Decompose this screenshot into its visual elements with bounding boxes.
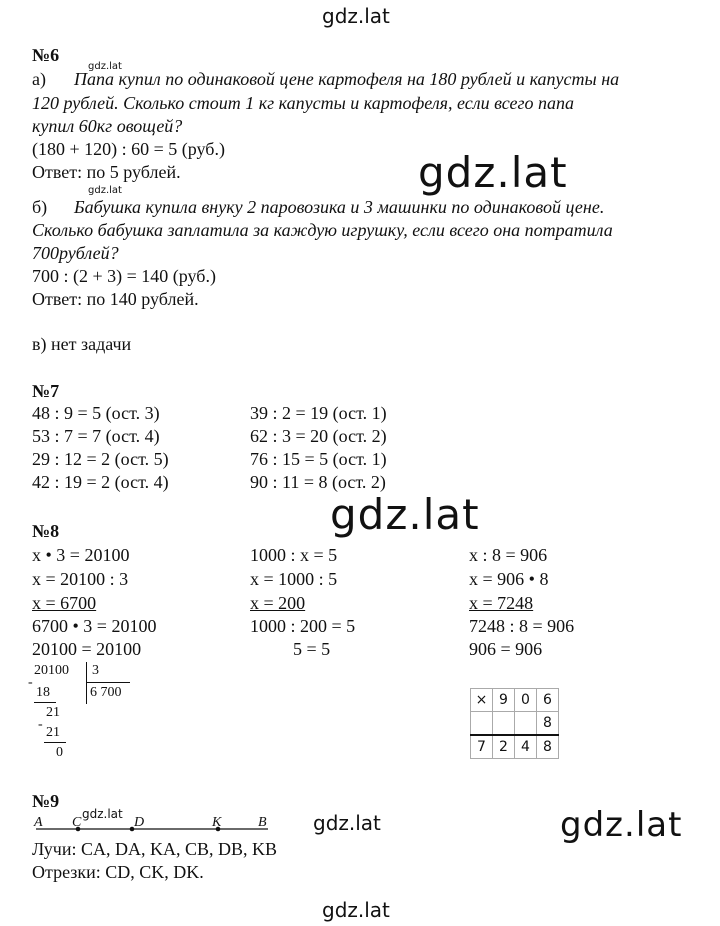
task6-a-line2: 120 рублей. Сколько стоит 1 кг капусты и картофеля, если всего папа <box>32 93 574 113</box>
watermark-mid: gdz.lat <box>313 811 381 835</box>
task8-col2-2: x = 1000 : 5 <box>250 569 338 589</box>
task9-segments: Отрезки: CD, CK, DK. <box>32 862 204 882</box>
division-minus-1: - <box>28 675 33 690</box>
watermark-large-1: gdz.lat <box>418 148 568 197</box>
task6-b-label: б) <box>32 197 48 217</box>
point-a-label: A <box>34 815 43 830</box>
task7-left-3: 29 : 12 = 2 (ост. 5) <box>32 449 169 469</box>
mult-digit: 6 <box>537 689 559 712</box>
watermark-large-2: gdz.lat <box>330 490 480 539</box>
task9-heading: №9 <box>32 791 60 811</box>
division-sub-2: 21 <box>46 725 60 740</box>
division-rem-2: 0 <box>56 745 63 760</box>
line-diagram <box>30 812 280 836</box>
division-line-1 <box>34 702 56 703</box>
mult-result-digit: 8 <box>537 735 559 759</box>
division-sub-1: 18 <box>36 685 50 700</box>
task6-v: в) нет задачи <box>32 334 132 354</box>
column-multiplication <box>470 688 559 759</box>
mult-empty-cell <box>493 712 515 736</box>
division-rem-1: 21 <box>46 705 60 720</box>
task7-left-4: 42 : 19 = 2 (ост. 4) <box>32 472 169 492</box>
watermark-small-b: gdz.lat <box>88 185 122 196</box>
task6-a-label: а) <box>32 69 46 89</box>
task8-col2-1: 1000 : x = 5 <box>250 545 338 565</box>
mult-digit: 0 <box>515 689 537 712</box>
division-minus-2: - <box>38 717 43 732</box>
task6-a-calc: (180 + 120) : 60 = 5 (руб.) <box>32 139 225 159</box>
division-vertical-line <box>86 662 87 704</box>
mult-result-digit: 2 <box>493 735 515 759</box>
watermark-small-line: gdz.lat <box>82 807 123 821</box>
watermark-top: gdz.lat <box>322 4 390 28</box>
watermark-small-a: gdz.lat <box>88 61 122 72</box>
task8-col3-1: x : 8 = 906 <box>469 545 548 565</box>
mult-result-digit: 7 <box>471 735 493 759</box>
task9-rays: Лучи: CA, DA, KA, CB, DB, KB <box>32 839 277 859</box>
mult-digit: 9 <box>493 689 515 712</box>
division-horizontal-line <box>86 682 130 683</box>
task7-heading: №7 <box>32 381 60 401</box>
task8-col1-5: 20100 = 20100 <box>32 639 142 659</box>
task8-col3-5: 906 = 906 <box>469 639 543 659</box>
division-dividend: 20100 <box>34 663 69 678</box>
task6-a-line3: купил 60кг овощей? <box>32 116 183 136</box>
point-c-label: C <box>72 815 82 830</box>
task8-col1-2: x = 20100 : 3 <box>32 569 129 589</box>
task6-b-answer: Ответ: по 140 рублей. <box>32 289 199 309</box>
task8-heading: №8 <box>32 521 60 541</box>
task6-heading: №6 <box>32 45 60 65</box>
task8-col3-2: x = 906 • 8 <box>469 569 549 589</box>
task8-col1-4: 6700 • 3 = 20100 <box>32 616 157 636</box>
task7-left-2: 53 : 7 = 7 (ост. 4) <box>32 426 160 446</box>
point-b-label: B <box>258 815 267 830</box>
watermark-large-3: gdz.lat <box>560 805 683 845</box>
division-divisor: 3 <box>92 663 99 678</box>
task8-col1-3: x = 6700 <box>32 593 97 613</box>
task8-col2-5: 5 = 5 <box>293 639 331 659</box>
task8-col3-4: 7248 : 8 = 906 <box>469 616 575 636</box>
task8-col2-3: x = 200 <box>250 593 306 613</box>
mult-empty-cell <box>515 712 537 736</box>
task8-col3-3: x = 7248 <box>469 593 534 613</box>
task6-b-line2: Сколько бабушка заплатила за каждую игрушку, если всего она потратила <box>32 220 613 240</box>
task6-b-calc: 700 : (2 + 3) = 140 (руб.) <box>32 266 216 286</box>
mult-empty-cell <box>471 712 493 736</box>
task7-right-2: 62 : 3 = 20 (ост. 2) <box>250 426 387 446</box>
point-d-label: D <box>134 815 145 830</box>
mult-result-digit: 4 <box>515 735 537 759</box>
division-quotient: 6 700 <box>90 685 122 700</box>
task7-right-4: 90 : 11 = 8 (ост. 2) <box>250 472 386 492</box>
task7-right-1: 39 : 2 = 19 (ост. 1) <box>250 403 387 423</box>
task8-col1-1: x • 3 = 20100 <box>32 545 130 565</box>
mult-sign: × <box>471 689 493 712</box>
task6-a-answer: Ответ: по 5 рублей. <box>32 162 181 182</box>
mult-digit: 8 <box>537 712 559 736</box>
task6-b-line1: Бабушка купила внуку 2 паровозика и 3 машинки по одинаковой цене. <box>74 197 605 217</box>
task6-a-line1: Папа купил по одинаковой цене картофеля на 180 рублей и капусты на <box>74 69 620 89</box>
watermark-bottom: gdz.lat <box>322 898 390 922</box>
task7-left-1: 48 : 9 = 5 (ост. 3) <box>32 403 160 423</box>
division-line-2 <box>44 742 66 743</box>
task8-col2-4: 1000 : 200 = 5 <box>250 616 356 636</box>
task7-right-3: 76 : 15 = 5 (ост. 1) <box>250 449 387 469</box>
task6-b-line3: 700рублей? <box>32 243 119 263</box>
point-k-label: K <box>212 815 222 830</box>
